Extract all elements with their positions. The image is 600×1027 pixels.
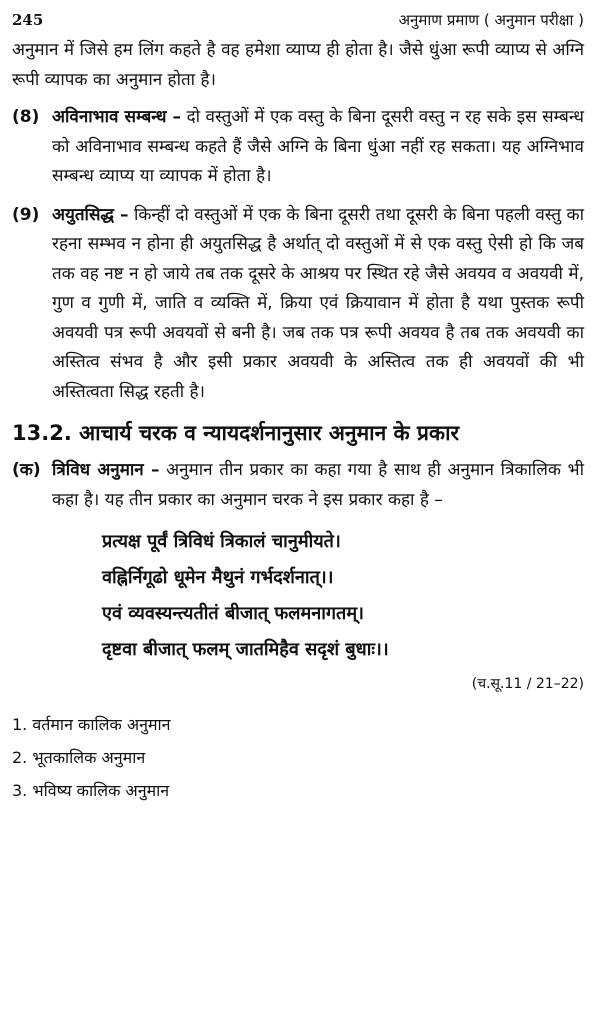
item-number: (8) [12, 107, 40, 127]
item-number: (9) [12, 204, 40, 225]
item-number: (क) [12, 460, 41, 480]
item-term: अविनाभाव सम्बन्ध – [52, 107, 182, 127]
verse-line: प्रत्यक्ष पूर्वं त्रिविधं त्रिकालं चानुमीयते। [102, 531, 341, 552]
numbered-item-8 [12, 103, 584, 192]
list-item: 1. वर्तमान कालिक अनुमान [12, 715, 171, 734]
page-header [12, 10, 584, 36]
subitem-ka [12, 456, 584, 515]
citation: (च.सू.11 / 21–22) [471, 676, 584, 692]
section-heading: 13.2. आचार्य चरक व न्यायदर्शनानुसार अनुमान के प्रकार [12, 421, 460, 445]
item-text: अनुमान तीन प्रकार का कहा गया है साथ ही अनुमान त्रिकालिक भी कहा है। यह तीन प्रकार का अनुमान चरक ने इस प्रकार कहा है – [52, 460, 584, 510]
list-item: 2. भूतकालिक अनुमान [12, 748, 146, 767]
list-item: 3. भविष्य कालिक अनुमान [12, 781, 170, 800]
running-title: अनुमाण प्रमाण ( अनुमान परीक्षा ) [398, 11, 584, 29]
verse-line: दृष्टवा बीजात् फलम् जातमिहैव सदृशं बुधाः।। [102, 639, 389, 660]
item-paragraph [52, 456, 584, 515]
numbered-item-9 [12, 201, 584, 408]
item-text: किन्हीं दो वस्तुओं में एक के बिना दूसरी तथा दूसरी के बिना पहली वस्तु का रहना सम्भव न होना ही अयुतसिद्ध है अर्थात् दो वस्तुओं में से एक वस्तु ऐसी हो कि जब तक वह नष्ट न हो जाये तब तक दूसरे के आश्रय पर स्थित रहे जैसे अवयव व अवयवी में, गुण व गुणी में, जाति व व्यक्ति में, क्रिया एवं क्रियावान में होता है यथा पुस्तक रूपी अवयवी पत्र रूपी अवयवों से बनी है। जब तक पत्र रूपी अवयव है तब तक अवयवी का अस्तित्व संभव है और इसी प्रकार अवयवी के अस्तित्व तक ही अवयवों की भी अस्तित्वता सिद्ध रहती है। [52, 204, 584, 402]
inference-types-list [12, 708, 584, 807]
item-term: त्रिविध अनुमान – [52, 460, 160, 480]
item-term: अयुतसिद्ध – [52, 204, 129, 225]
item-paragraph [52, 201, 584, 408]
page-number: 245 [12, 11, 44, 29]
verse-line: वह्निर्निगूढो धूमेन मैथुनं गर्भदर्शनात्।। [102, 567, 334, 588]
item-paragraph [52, 103, 584, 192]
sanskrit-verse-block [102, 524, 584, 668]
verse-line: एवं व्यवस्यन्त्यतीतं बीजात् फलमनागतम्। [102, 603, 364, 624]
item-text: दो वस्तुओं में एक वस्तु के बिना दूसरी वस्तु न रह सके इस सम्बन्ध को अविनाभाव सम्बन्ध कहते हैं जैसे अग्नि के बिना धुंआ नहीं रह सकता। यह अग्निभाव सम्बन्ध व्याप्य या व्यापक में होता है। [52, 107, 584, 186]
intro-paragraph: अनुमान में जिसे हम लिंग कहते है वह हमेशा व्याप्य ही होता है। जैसे धुंआ रूपी व्याप्य से अग्नि रूपी व्यापक का अनुमान होता है। [12, 40, 584, 90]
